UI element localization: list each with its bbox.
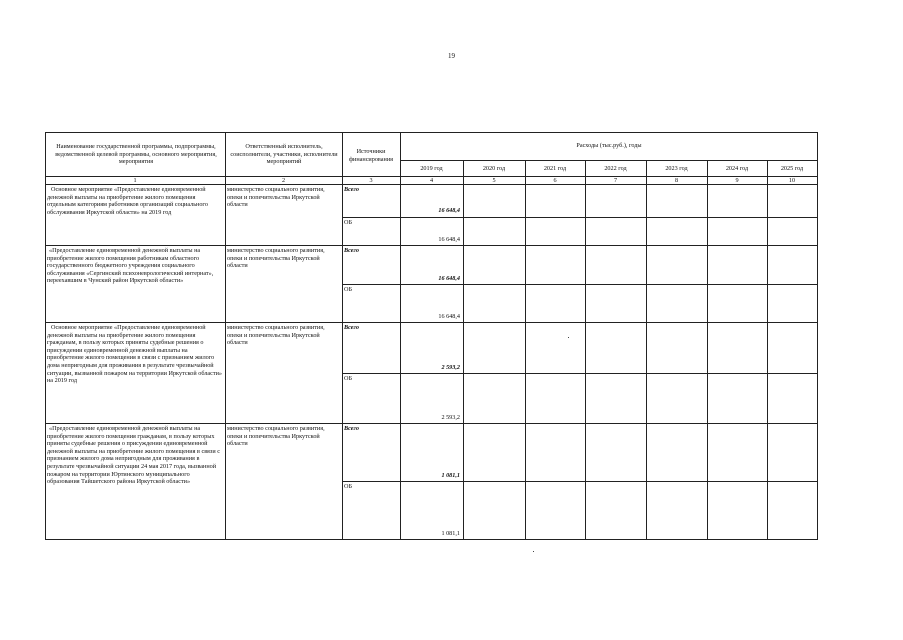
header-col-name: Наименование государственной программы, подпрограммы, ведомственной целевой программы, основного мероприятия, мероприятия: [55, 143, 217, 166]
source-ob: ОБ: [344, 375, 353, 382]
header-year: 2025 год: [780, 165, 804, 172]
row-name: Основное мероприятие «Предоставление единовременной денежной выплаты на приобретение жилого помещения гражданам, в пользу которых приняты судебные решения о присуждении единовременной денежной выплаты на приобретение жилого помещения в связи с признанием жилого дома непригодным для проживания в результате чрезвычайной ситуации, вызванной пожаром на территории Иркутской области» на 2019 год: [47, 324, 223, 385]
source-total: Всего: [344, 324, 359, 331]
total-2019: 16 648,4: [438, 207, 460, 214]
header-year: 2019 год: [420, 165, 443, 172]
ob-2019: 16 648,4: [438, 313, 460, 320]
scan-speck: [568, 337, 569, 338]
header-year: 2022 год: [604, 165, 627, 172]
header-col-executor: Ответственный исполнитель, соисполнители, участники, исполнители мероприятий: [230, 143, 338, 166]
header-year: 2020 год: [482, 165, 506, 172]
source-total: Всего: [344, 186, 359, 193]
header-col-source: Источники финансирования: [349, 148, 393, 163]
col-number: 1: [133, 177, 137, 184]
col-number: 10: [788, 177, 796, 184]
row-executor: министерство социального развития, опеки и попечительства Иркутской области: [227, 186, 325, 209]
row-executor: министерство социального развития, опеки и попечительства Иркутской области: [227, 247, 325, 270]
col-number: 3: [369, 177, 373, 184]
row-name: Основное мероприятие «Предоставление единовременной денежной выплаты на приобретение жилого помещения отдельным категориям работников организаций социального обслуживания Иркутской области» на 2019 год: [47, 186, 208, 216]
source-total: Всего: [344, 425, 359, 432]
row-name: «Предоставление единовременной денежной выплаты на приобретение жилого помещения гражданам, в пользу которых приняты судебные решения о присуждении единовременной денежной выплаты на приобретение жилого помещения в связи с признанием жилого дома непригодным для проживания в результате чрезвычайной ситуации 24 мая 2017 года, вызванной пожаром на территории Юртинского муниципального образования Тайшетского района Иркутской области»: [47, 425, 220, 486]
row-name: «Предоставление единовременной денежной выплаты на приобретение жилого помещения работникам областного государственного бюджетного учреждения социального обслуживания «Сергинский психоневрологический интернат», переехавшим в Чунский район Иркутской области»: [47, 247, 214, 285]
row-executor: министерство социального развития, опеки и попечительства Иркутской области: [227, 425, 325, 448]
source-total: Всего: [344, 247, 359, 254]
col-number: 5: [492, 177, 496, 184]
ob-2019: 2 593,2: [441, 414, 460, 421]
row-executor: министерство социального развития, опеки и попечительства Иркутской области: [227, 324, 325, 347]
total-2019: 1 081,1: [441, 472, 460, 479]
col-number: 6: [553, 177, 557, 184]
budget-table: [45, 132, 818, 540]
header-year: 2021 год: [543, 165, 567, 172]
source-ob: ОБ: [344, 219, 353, 226]
header-expenses: Расходы (тыс.руб.), годы: [576, 142, 642, 149]
header-year: 2023 год: [665, 165, 688, 172]
total-2019: 2 593,2: [441, 364, 460, 371]
col-number: 7: [613, 177, 618, 184]
total-2019: 16 648,4: [438, 275, 460, 282]
header-year: 2024 год: [725, 165, 749, 172]
source-ob: ОБ: [344, 286, 353, 293]
scan-speck: [533, 551, 534, 552]
col-number: 2: [281, 177, 286, 184]
ob-2019: 16 648,4: [438, 236, 460, 243]
source-ob: ОБ: [344, 483, 353, 490]
col-number: 4: [429, 177, 434, 184]
col-number: 9: [735, 177, 739, 184]
col-number: 8: [674, 177, 679, 184]
ob-2019: 1 081,1: [441, 530, 460, 537]
page-number: 19: [448, 52, 455, 60]
